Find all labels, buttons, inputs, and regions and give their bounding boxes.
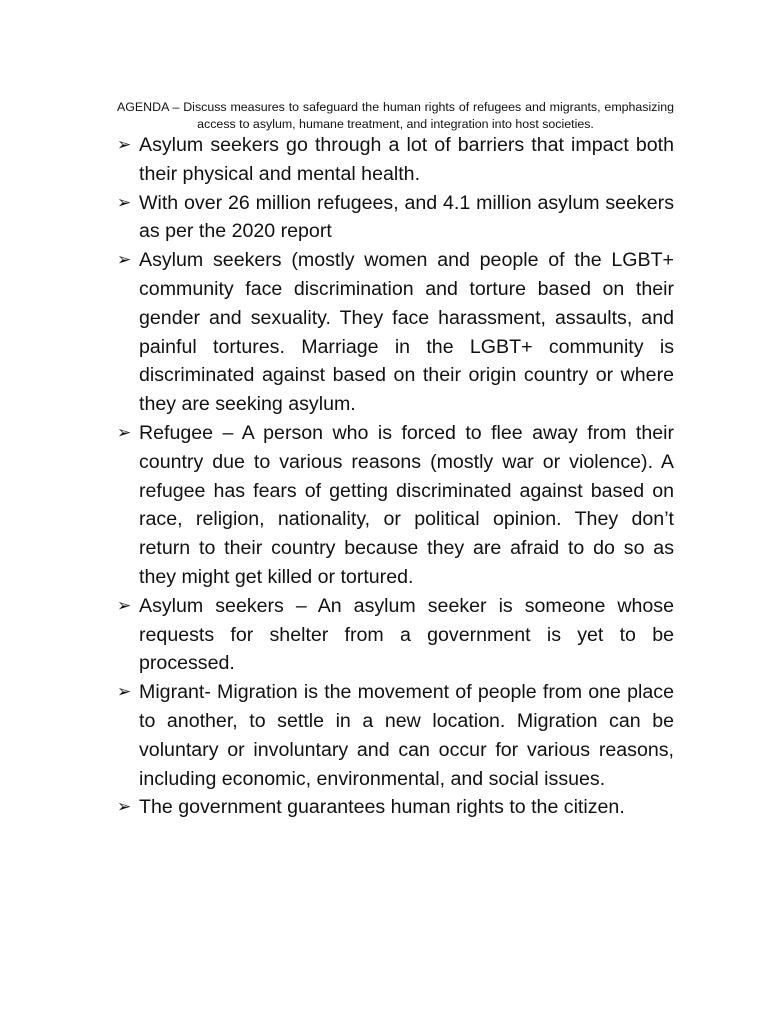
arrow-bullet-icon: ➢: [117, 595, 132, 615]
arrow-bullet-icon: ➢: [117, 135, 132, 154]
bullet-text: Asylum seekers (mostly women and people of the LGBT+ community face discrimination and torture based on their gender and sexuality. They face harassment, assaults, and painful tortures. Marriage in the LGBT+ community is discriminated against based on their origin country or where they are seeking asylum.: [139, 249, 674, 416]
list-item: [117, 419, 674, 592]
list-item: [117, 189, 674, 247]
list-item: [117, 246, 674, 419]
arrow-bullet-icon: ➢: [117, 250, 132, 270]
arrow-bullet-icon: ➢: [117, 192, 132, 212]
list-item: [117, 793, 674, 822]
bullet-text: Asylum seekers go through a lot of barriers that impact both their physical and mental health.: [139, 134, 674, 185]
bullet-text: Refugee – A person who is forced to flee away from their country due to various reasons (mostly war or violence). A refugee has fears of getting discriminated against based on race, religion, nationality, or political opinion. They don’t return to their country because they are afraid to do so as they might get killed or tortured.: [139, 421, 674, 588]
list-item: [117, 678, 674, 793]
arrow-bullet-icon: ➢: [117, 682, 132, 702]
list-item: [117, 592, 674, 678]
bullet-list: [117, 131, 674, 822]
bullet-text: Migrant- Migration is the movement of people from one place to another, to settle in a new location. Migration can be voluntary or involuntary and can occur for various reasons, including economic, environmental, and social issues.: [139, 681, 674, 790]
arrow-bullet-icon: ➢: [117, 422, 132, 442]
bullet-text: The government guarantees human rights to the citizen.: [139, 796, 625, 819]
agenda-text: AGENDA – Discuss measures to safeguard the human rights of refugees and migrants, emphasizing access to asylum, humane treatment, and integration into host societies.: [117, 100, 674, 132]
arrow-bullet-icon: ➢: [117, 797, 132, 817]
bullet-text: With over 26 million refugees, and 4.1 million asylum seekers as per the 2020 report: [139, 191, 674, 243]
bullet-text: Asylum seekers – An asylum seeker is someone whose requests for shelter from a government is yet to be processed.: [139, 594, 674, 675]
list-item: [117, 131, 674, 189]
